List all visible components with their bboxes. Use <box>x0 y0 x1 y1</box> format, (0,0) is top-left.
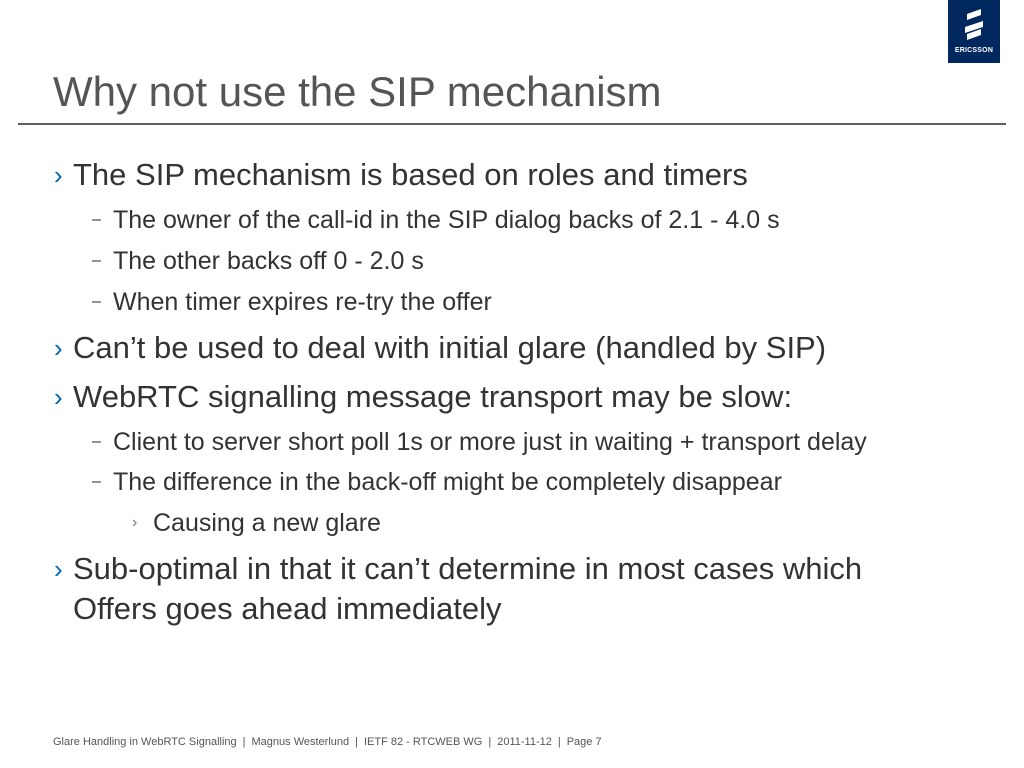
footer-presentation-title: Glare Handling in WebRTC Signalling <box>53 736 237 748</box>
subbullet-text: The difference in the back-off might be completely disappear <box>113 468 782 496</box>
bullet-marker: › <box>54 554 63 584</box>
footer-separator: | <box>488 736 492 748</box>
footer-page-number: Page 7 <box>566 736 602 748</box>
footer-separator: | <box>355 736 358 748</box>
ericsson-logo <box>948 0 1000 63</box>
footer-author: Magnus Westerlund <box>251 736 350 748</box>
bullet-text: The SIP mechanism is based on roles and timers <box>73 157 748 192</box>
ericsson-stripes-icon <box>948 0 1000 48</box>
footer-separator: | <box>242 736 246 748</box>
bullet-marker: › <box>54 382 63 412</box>
slide-title: Why not use the SIP mechanism <box>53 68 662 115</box>
footer-separator: | <box>557 736 561 748</box>
footer-event: IETF 82 - RTCWEB WG <box>363 736 483 748</box>
subsubbullet-text: Causing a new glare <box>153 509 381 537</box>
subbullet-text: The other backs off 0 - 2.0 s <box>113 247 424 275</box>
subbullet-text: The owner of the call-id in the SIP dialog backs of 2.1 - 4.0 s <box>113 206 780 234</box>
footer-date: 2011-11-12 <box>497 736 552 748</box>
dash-marker: – <box>92 252 101 269</box>
logo-text: ERICSSON <box>954 47 994 54</box>
dash-marker: – <box>92 211 101 228</box>
bullet-marker: › <box>54 333 63 363</box>
dash-marker: – <box>92 433 101 450</box>
subbullet-text: When timer expires re-try the offer <box>113 288 492 316</box>
bullet-text: WebRTC signalling message transport may be slow: <box>73 379 793 414</box>
bullet-text: Offers goes ahead immediately <box>73 591 502 626</box>
bullet-text: Sub-optimal in that it can’t determine in most cases which <box>73 551 863 586</box>
subbullet-text: Client to server short poll 1s or more just in waiting + transport delay <box>113 428 867 456</box>
dash-marker: – <box>92 293 101 310</box>
bullet-marker: › <box>54 160 63 190</box>
bullet-text: Can’t be used to deal with initial glare (handled by SIP) <box>73 330 827 365</box>
chevron-marker: › <box>132 514 138 531</box>
slide-footer <box>53 736 602 748</box>
title-divider <box>18 123 1006 125</box>
dash-marker: – <box>92 473 101 490</box>
